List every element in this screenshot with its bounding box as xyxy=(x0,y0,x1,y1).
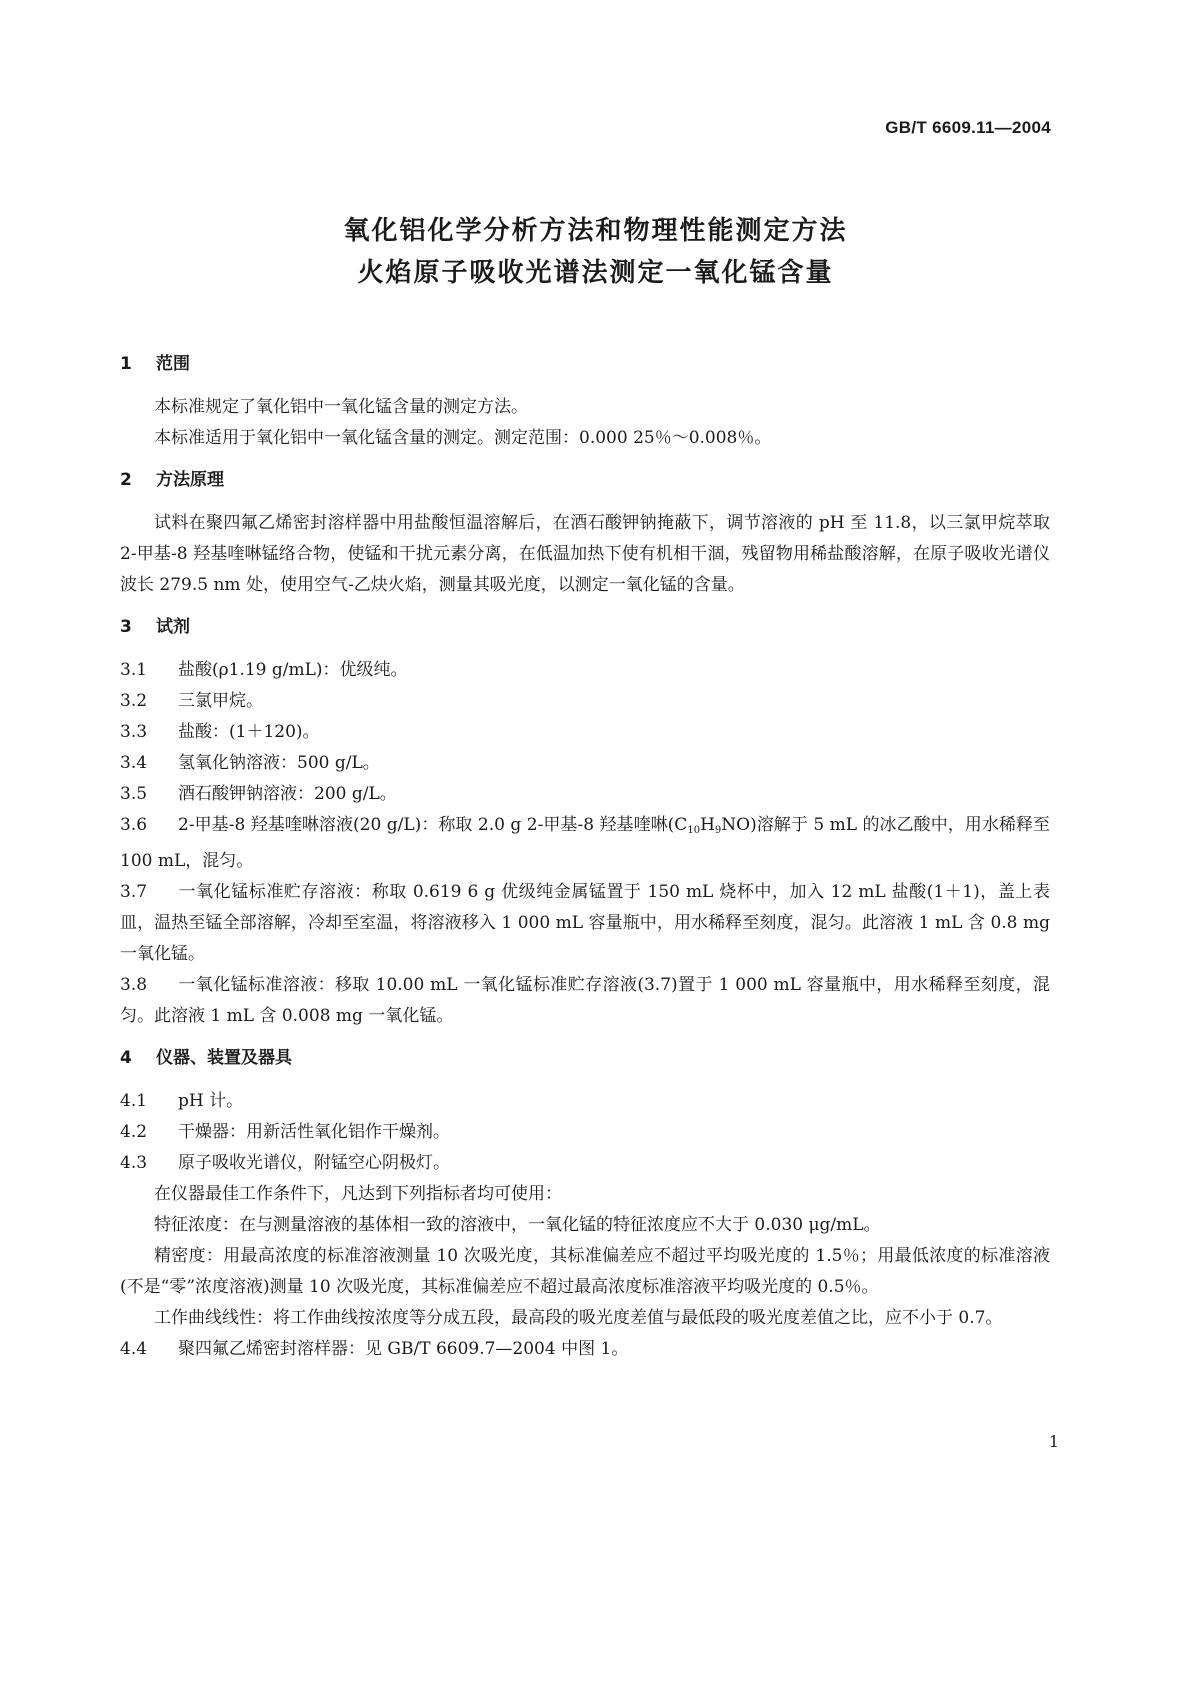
item-text: 原子吸收光谱仪，附锰空心阴极灯。 xyxy=(178,1153,450,1173)
section-number: 2 xyxy=(120,470,132,490)
item-number: 4.3 xyxy=(120,1153,148,1173)
item-text: NO)溶解于 5 mL 的冰乙酸中，用水稀释至 100 mL，混匀。 xyxy=(120,815,1050,871)
item-number: 3.7 xyxy=(120,882,148,902)
list-item xyxy=(120,970,1050,1032)
item-number: 4.1 xyxy=(120,1091,148,1111)
item-text: 三氯甲烷。 xyxy=(178,691,263,711)
section-title: 范围 xyxy=(156,354,190,374)
list-item xyxy=(120,779,1050,810)
section-heading-scope xyxy=(120,350,1050,378)
list-item xyxy=(120,877,1050,970)
paragraph: 本标准规定了氧化铝中一氧化锰含量的测定方法。 xyxy=(154,397,528,417)
section-number: 3 xyxy=(120,617,132,637)
standard-id: GB/T 6609.11—2004 xyxy=(885,118,1051,137)
section-heading-reagents xyxy=(120,613,1050,641)
section-heading-principle xyxy=(120,466,1050,494)
item-text: 一氧化锰标准溶液：移取 10.00 mL 一氧化锰标准贮存溶液(3.7)置于 1 000 mL 容量瓶中，用水稀释至刻度，混匀。此溶液 1 mL 含 0.008 mg 一氧化锰。 xyxy=(120,975,1050,1026)
item-text: 盐酸：(1＋120)。 xyxy=(178,722,320,742)
list-item xyxy=(120,655,1050,686)
list-item xyxy=(120,1117,1050,1148)
paragraph: 本标准适用于氧化铝中一氧化锰含量的测定。测定范围：0.000 25％～0.008％。 xyxy=(154,428,772,448)
section-title: 试剂 xyxy=(156,617,190,637)
item-text: 聚四氟乙烯密封溶样器：见 GB/T 6609.7—2004 中图 1。 xyxy=(178,1339,629,1359)
item-text: 干燥器：用新活性氧化铝作干燥剂。 xyxy=(178,1122,450,1142)
list-item xyxy=(120,748,1050,779)
list-item xyxy=(120,1148,1050,1179)
section-number: 4 xyxy=(120,1048,132,1068)
paragraph: 工作曲线线性：将工作曲线按浓度等分成五段，最高段的吸光度差值与最低段的吸光度差值之比，应不小于 0.7。 xyxy=(154,1308,1003,1328)
list-item xyxy=(120,1086,1050,1117)
item-number: 3.1 xyxy=(120,660,148,680)
list-item xyxy=(120,810,1050,877)
paragraph: 在仪器最佳工作条件下，凡达到下列指标者均可使用： xyxy=(154,1184,562,1204)
document-body xyxy=(120,350,1050,1377)
item-number: 4.2 xyxy=(120,1122,148,1142)
item-number: 3.6 xyxy=(120,815,148,835)
page-title xyxy=(0,210,1191,294)
section-title: 仪器、装置及器具 xyxy=(156,1048,292,1068)
item-text: 一氧化锰标准贮存溶液：称取 0.619 6 g 优级纯金属锰置于 150 mL 烧杯中，加入 12 mL 盐酸(1＋1)，盖上表皿，温热至锰全部溶解，冷却至室温，将溶液移入 1 000 mL 容量瓶中，用水稀释至刻度，混匀。此溶液 1 mL 含 0.8 mg 一氧化锰。 xyxy=(120,882,1050,964)
item-text: pH 计。 xyxy=(178,1091,244,1111)
list-item xyxy=(120,1334,1050,1365)
item-number: 3.8 xyxy=(120,975,148,995)
section-heading-apparatus xyxy=(120,1044,1050,1072)
item-text: 盐酸(ρ1.19 g/mL)：优级纯。 xyxy=(178,660,408,680)
subscript: 10 xyxy=(687,825,701,836)
item-number: 3.4 xyxy=(120,753,148,773)
item-text: 2-甲基-8 羟基喹啉溶液(20 g/L)：称取 2.0 g 2-甲基-8 羟基喹啉(C xyxy=(178,815,688,835)
page-number: 1 xyxy=(1048,1432,1059,1451)
item-number: 3.2 xyxy=(120,691,148,711)
paragraph: 精密度：用最高浓度的标准溶液测量 10 次吸光度，其标准偏差应不超过平均吸光度的 1.5％；用最低浓度的标准溶液(不是“零”浓度溶液)测量 10 次吸光度，其标准偏差应不超过最高浓度标准溶液平均吸光度的 0.5％。 xyxy=(120,1246,1050,1297)
paragraph: 特征浓度：在与测量溶液的基体相一致的溶液中，一氧化锰的特征浓度应不大于 0.030 μg/mL。 xyxy=(154,1215,881,1235)
item-number: 3.3 xyxy=(120,722,148,742)
item-text: H xyxy=(700,815,715,835)
title-line-1: 氧化铝化学分析方法和物理性能测定方法 xyxy=(343,216,848,246)
title-line-2: 火焰原子吸收光谱法测定一氧化锰含量 xyxy=(357,258,834,288)
item-text: 酒石酸钾钠溶液：200 g/L。 xyxy=(178,784,397,804)
list-item xyxy=(120,717,1050,748)
paragraph: 试料在聚四氟乙烯密封溶样器中用盐酸恒温溶解后，在酒石酸钾钠掩蔽下，调节溶液的 pH 至 11.8，以三氯甲烷萃取 2-甲基-8 羟基喹啉锰络合物，使锰和干扰元素分离，在低温加热下使有机相干涸，残留物用稀盐酸溶解，在原子吸收光谱仪波长 279.5 nm 处，使用空气-乙炔火焰，测量其吸光度，以测定一氧化锰的含量。 xyxy=(120,513,1050,595)
list-item xyxy=(120,686,1050,717)
item-number: 4.4 xyxy=(120,1339,148,1359)
item-number: 3.5 xyxy=(120,784,148,804)
subscript: 9 xyxy=(714,825,722,836)
section-title: 方法原理 xyxy=(156,470,224,490)
section-number: 1 xyxy=(120,354,132,374)
item-text: 氢氧化钠溶液：500 g/L。 xyxy=(178,753,380,773)
